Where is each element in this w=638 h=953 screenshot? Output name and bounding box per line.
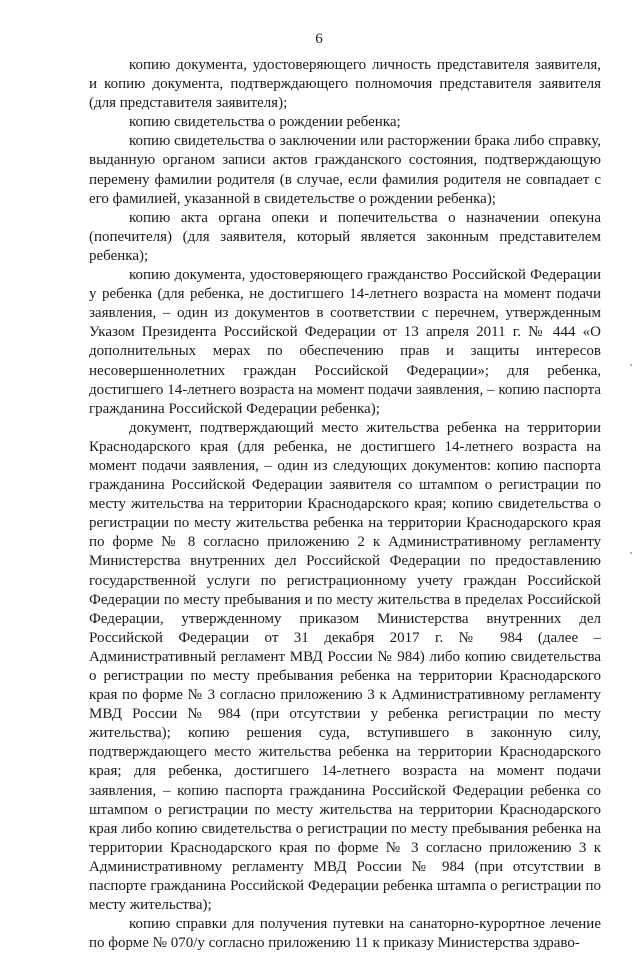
paragraph-birth-certificate: копию свидетельства о рождении ребенка; (129, 114, 401, 131)
page-number: 6 (315, 31, 323, 47)
paragraph-medical-certificate: копию справки для получения путевки на санаторно-курортное лечение по форме № 070/у согласно приложению 11 к приказу Министерства здраво- (89, 916, 601, 952)
paragraph-marriage-certificate: копию свидетельства о заключении или расторжении брака либо справку, выданную органом записи актов гражданского состояния, подтверждающую перемену фамилии родителя (в случае, если фамилия родителя не совпадает с его фамилией, указанной в свидетельстве о рождении ребенка); (89, 133, 601, 207)
document-body (89, 56, 601, 953)
paragraph-representative-documents: копию документа, удостоверяющего личность представителя заявителя, и копию документа, подтверждающего полномочия представителя заявителя (для представителя заявителя); (89, 57, 601, 112)
paragraph-citizenship-document: копию документа, удостоверяющего гражданство Российской Федерации у ребенка (для ребенка, не достигшего 14-летнего возраста на момент подачи заявления, – один из документов в соответствии с перечнем, утвержденным Указом Президента Российской Федерации от 13 апреля 2011 г. № 444 «О дополнительных мерах по обеспечению прав и защиты интересов несовершеннолетних граждан Российской Федерации»; для ребенка, достигшего 14-летнего возраста на момент подачи заявления, – копию паспорта гражданина Российской Федерации ребенка); (89, 267, 601, 417)
paragraph-residence-document: документ, подтверждающий место жительства ребенка на территории Краснодарского края (для ребенка, не достигшего 14-летнего возраста на момент подачи заявления, – один из следующих документов: копию паспорта гражданина Российской Федерации заявителя со штампом о регистрации по месту жительства на территории Краснодарского края; копию свидетельства о регистрации по месту жительства ребенка на территории Краснодарского края по форме № 8 согласно приложению 2 к Административному регламенту Министерства внутренних дел Российской Федерации по предоставлению государственной услуги по регистрационному учету граждан Российской Федерации по месту пребывания и по месту жительства в пределах Российской Федерации, утвержденному приказом Министерства внутренних дел Российской Федерации от 31 декабря 2017 г. № 984 (далее – Административный регламент МВД России № 984) либо копию свидетельства о регистрации по месту пребывания ребенка на территории Краснодарского края по форме № 3 согласно приложению 3 к Административному регламенту МВД России № 984 (при отсутствии у ребенка регистрации по месту жительства); копию решения суда, вступившего в законную силу, подтверждающего место жительства ребенка на территории Краснодарского края; для ребенка, достигшего 14-летнего возраста на момент подачи заявления, – копию паспорта гражданина Российской Федерации ребенка со штампом о регистрации по месту жительства на территории Краснодарского края либо копию свидетельства о регистрации по месту пребывания ребенка на территории Краснодарского края по форме № 3 согласно приложению 3 к Административному регламенту МВД России № 984 (при отсутствии в паспорте гражданина Российской Федерации ребенка штампа о регистрации по месту жительства); (89, 419, 601, 914)
scan-mark (630, 552, 632, 554)
paragraph-guardianship-act: копию акта органа опеки и попечительства о назначении опекуна (попечителя) (для заявителя, который является законным представителем ребенка); (89, 209, 601, 264)
scan-mark (630, 364, 632, 366)
